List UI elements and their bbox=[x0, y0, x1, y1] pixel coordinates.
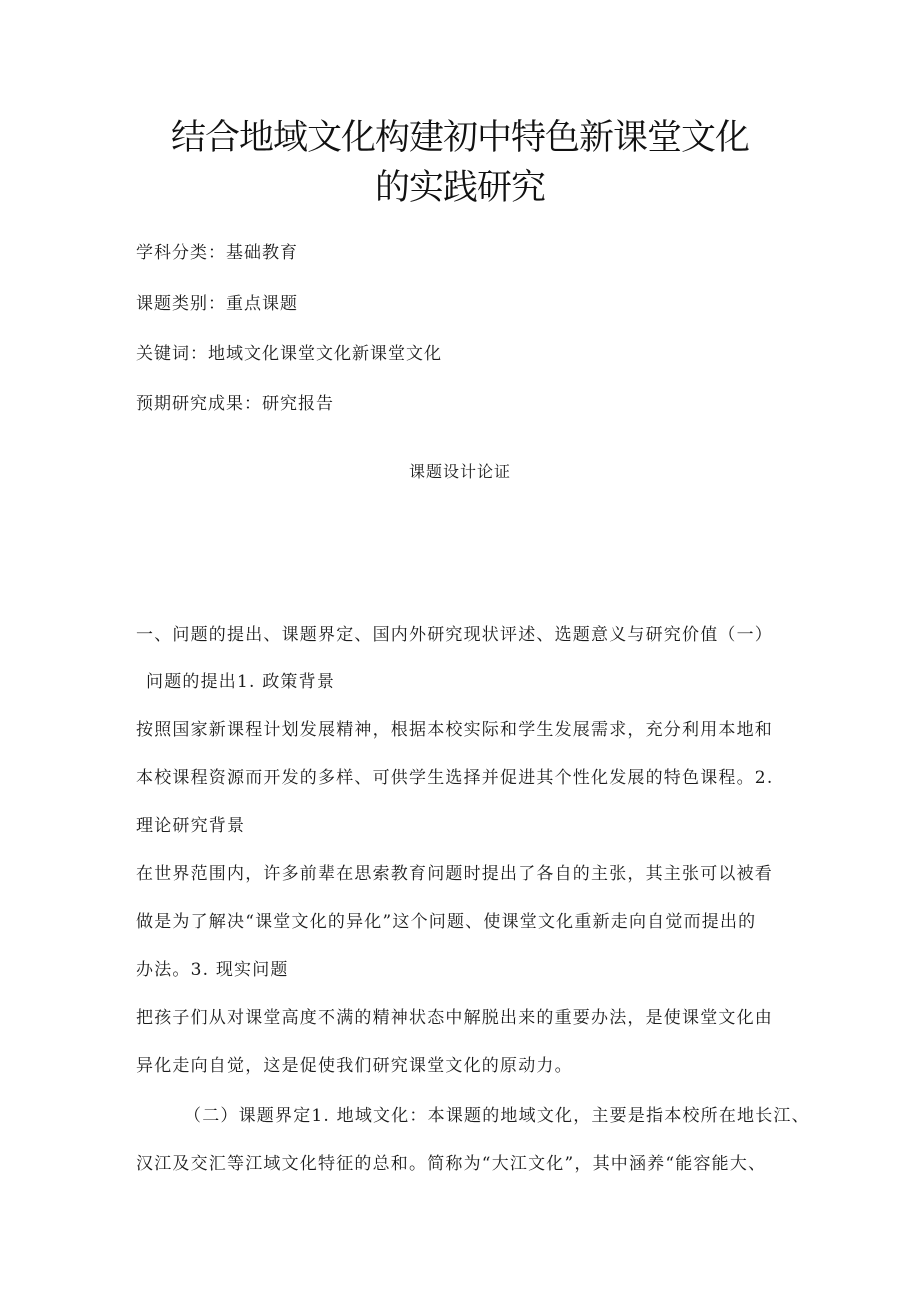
section-heading: 课题设计论证 bbox=[408, 462, 511, 481]
body-line: 异化走向自觉，这是促使我们研究课堂文化的原动力。 bbox=[136, 1056, 573, 1076]
meta-value: 地域文化课堂文化新课堂文化 bbox=[208, 344, 442, 364]
body-line: 理论研究背景 bbox=[136, 816, 246, 836]
document-title-line-2: 的实践研究 bbox=[374, 168, 545, 208]
document-title-line-1: 结合地域文化构建初中特色新课堂文化 bbox=[170, 118, 749, 158]
body-line: 办法。3. 现实问题 bbox=[136, 960, 289, 980]
meta-value: 研究报告 bbox=[262, 394, 334, 414]
body-line: 做是为了解决“课堂文化的异化”这个问题、使课堂文化重新走向自觉而提出的 bbox=[136, 912, 757, 932]
meta-expected-outcome bbox=[136, 389, 334, 414]
meta-project-type bbox=[136, 289, 298, 314]
body-line: 问题的提出1. 政策背景 bbox=[146, 672, 336, 692]
meta-value: 重点课题 bbox=[226, 294, 298, 314]
meta-label: 预期研究成果： bbox=[136, 394, 262, 414]
meta-subject-category bbox=[136, 238, 298, 263]
body-line: 汉江及交汇等江域文化特征的总和。简称为“大江文化”，其中涵养“能容能大、 bbox=[136, 1154, 767, 1174]
meta-value: 基础教育 bbox=[226, 243, 298, 263]
meta-keywords bbox=[136, 339, 442, 364]
body-line: （二）课题界定1. 地域文化：本课题的地域文化，主要是指本校所在地长江、 bbox=[184, 1106, 810, 1126]
meta-label: 课题类别： bbox=[136, 294, 226, 314]
body-line: 在世界范围内，许多前辈在思索教育问题时提出了各自的主张，其主张可以被看 bbox=[136, 864, 773, 884]
body-line: 把孩子们从对课堂高度不满的精神状态中解脱出来的重要办法，是使课堂文化由 bbox=[136, 1008, 773, 1028]
meta-label: 学科分类： bbox=[136, 243, 226, 263]
body-line: 一、问题的提出、课题界定、国内外研究现状评述、选题意义与研究价值（一） bbox=[136, 625, 773, 645]
body-line: 按照国家新课程计划发展精神，根据本校实际和学生发展需求，充分利用本地和 bbox=[136, 720, 773, 740]
meta-label: 关键词： bbox=[136, 344, 208, 364]
body-line: 本校课程资源而开发的多样、可供学生选择并促进其个性化发展的特色课程。2. bbox=[136, 768, 774, 788]
